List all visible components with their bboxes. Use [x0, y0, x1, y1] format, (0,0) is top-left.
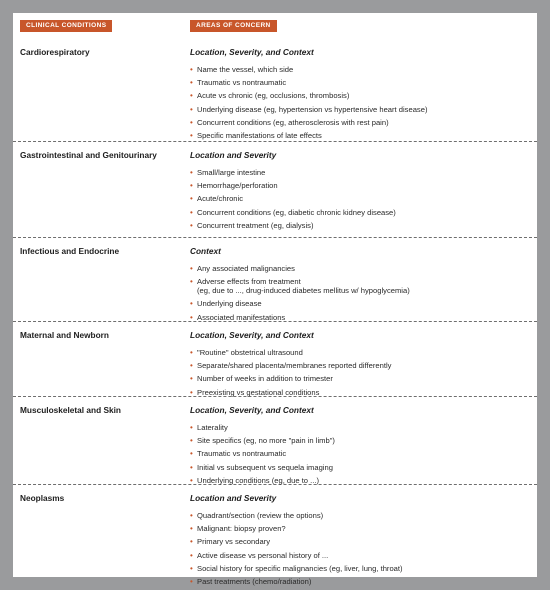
list-item [190, 118, 427, 127]
list-item [190, 194, 396, 203]
concern-title: Location and Severity [190, 150, 277, 160]
list-item-text: Underlying conditions (eg, due to ...) [197, 475, 319, 485]
clinical-condition: Neoplasms [20, 493, 65, 503]
bullet-icon: • [190, 312, 193, 322]
list-item [190, 181, 396, 190]
concern-list [190, 423, 335, 489]
bullet-icon: • [190, 130, 193, 140]
section-row [13, 39, 537, 142]
bullet-icon: • [190, 537, 193, 547]
sections-table [13, 39, 537, 584]
list-item [190, 551, 403, 560]
bullet-icon: • [190, 511, 193, 520]
list-item-text: Separate/shared placenta/membranes reported differently [197, 361, 392, 371]
list-item [190, 388, 391, 397]
list-item [190, 537, 403, 546]
list-item-text: Active disease vs personal history of ... [197, 550, 329, 560]
concern-list [190, 348, 391, 401]
clinical-condition: Musculoskeletal and Skin [20, 405, 121, 415]
list-item [190, 78, 427, 87]
list-item [190, 449, 335, 458]
list-item-text: Number of weeks in addition to trimester [197, 374, 333, 384]
list-item [190, 168, 396, 177]
list-item-text: Associated manifestations [197, 312, 286, 322]
bullet-icon: • [190, 194, 193, 204]
bullet-icon: • [190, 449, 193, 459]
list-item-text: Any associated malignancies [197, 264, 295, 273]
list-item [190, 374, 391, 383]
bullet-icon: • [190, 374, 193, 384]
bullet-icon: • [190, 576, 193, 586]
list-item [190, 277, 410, 295]
bullet-icon: • [190, 168, 193, 177]
list-item-text: Primary vs secondary [197, 537, 271, 547]
list-item-text: Social history for specific malignancies (eg, liver, lung, throat) [197, 563, 403, 573]
list-item [190, 524, 403, 533]
bullet-icon: • [190, 475, 193, 485]
bullet-icon: • [190, 423, 193, 432]
concern-title: Location, Severity, and Context [190, 405, 314, 415]
bullet-icon: • [190, 524, 193, 534]
list-item-text: Concurrent treatment (eg, dialysis) [197, 220, 314, 230]
bullet-icon: • [190, 436, 193, 446]
list-item-text: Preexisting vs gestational conditions [197, 387, 320, 397]
list-item-text: "Routine" obstetrical ultrasound [197, 348, 303, 357]
list-item-text: Initial vs subsequent vs sequela imaging [197, 462, 333, 472]
bullet-icon: • [190, 348, 193, 357]
list-item [190, 511, 403, 520]
list-item [190, 436, 335, 445]
bullet-icon: • [190, 264, 193, 273]
list-item [190, 65, 427, 74]
clinical-condition: Maternal and Newborn [20, 330, 109, 340]
list-item [190, 221, 396, 230]
list-item-text: Underlying disease (eg, hypertension vs hypertensive heart disease) [197, 104, 428, 114]
list-item [190, 361, 391, 370]
bullet-icon: • [190, 181, 193, 191]
concern-list [190, 264, 410, 326]
bullet-icon: • [190, 117, 193, 127]
bullet-icon: • [190, 361, 193, 371]
list-item [190, 208, 396, 217]
list-item [190, 577, 403, 586]
bullet-icon: • [190, 563, 193, 573]
clinical-condition: Cardiorespiratory [20, 47, 90, 57]
concern-title: Context [190, 246, 221, 256]
areas-of-concern-header: AREAS OF CONCERN [190, 20, 277, 32]
list-item [190, 105, 427, 114]
list-item-text: Acute vs chronic (eg, occlusions, thrombosis) [197, 91, 350, 101]
clinical-condition: Gastrointestinal and Genitourinary [20, 150, 157, 160]
concern-list [190, 511, 403, 590]
bullet-icon: • [190, 78, 193, 88]
list-item-text: Quadrant/section (review the options) [197, 511, 324, 520]
list-item-text: Small/large intestine [197, 168, 266, 177]
bullet-icon: • [190, 299, 193, 309]
section-row [13, 142, 537, 238]
list-item-text: Adverse effects from treatment (eg, due to ..., drug-induced diabetes mellitus w/ hypoglycemia) [197, 277, 410, 296]
concern-list [190, 168, 396, 234]
list-item [190, 564, 403, 573]
bullet-icon: • [190, 207, 193, 217]
content-panel [13, 13, 537, 586]
list-item-text: Traumatic vs nontraumatic [197, 78, 287, 88]
list-item-text: Concurrent conditions (eg, diabetic chronic kidney disease) [197, 207, 396, 217]
list-item-text: Laterality [197, 423, 228, 432]
list-item-text: Past treatments (chemo/radiation) [197, 576, 312, 586]
list-item-text: Traumatic vs nontraumatic [197, 449, 287, 459]
list-item [190, 91, 427, 100]
section-row [13, 238, 537, 322]
section-row [13, 322, 537, 397]
list-item [190, 131, 427, 140]
list-item [190, 313, 410, 322]
bullet-icon: • [190, 104, 193, 114]
concern-title: Location, Severity, and Context [190, 330, 314, 340]
bullet-icon: • [190, 550, 193, 560]
section-row [13, 485, 537, 584]
list-item [190, 264, 410, 273]
list-item-text: Specific manifestations of late effects [197, 130, 322, 140]
list-item [190, 463, 335, 472]
list-item-text: Malignant: biopsy proven? [197, 524, 286, 534]
bullet-icon: • [190, 220, 193, 230]
list-item-text: Concurrent conditions (eg, atherosclerosis with rest pain) [197, 117, 389, 127]
list-item-text: Underlying disease [197, 299, 262, 309]
bullet-icon: • [190, 65, 193, 74]
list-item-text: Site specifics (eg, no more "pain in limb") [197, 436, 335, 446]
concern-title: Location and Severity [190, 493, 277, 503]
bullet-icon: • [190, 91, 193, 101]
section-row [13, 397, 537, 485]
list-item [190, 423, 335, 432]
clinical-condition: Infectious and Endocrine [20, 246, 120, 256]
bullet-icon: • [190, 462, 193, 472]
list-item [190, 348, 391, 357]
list-item-text: Hemorrhage/perforation [197, 181, 278, 191]
bullet-icon: • [190, 387, 193, 397]
bullet-icon: • [190, 277, 193, 287]
list-item-text: Name the vessel, which side [197, 65, 294, 74]
concern-title: Location, Severity, and Context [190, 47, 314, 57]
clinical-conditions-header: CLINICAL CONDITIONS [20, 20, 112, 32]
list-item [190, 299, 410, 308]
concern-list [190, 65, 427, 144]
list-item [190, 476, 335, 485]
list-item-text: Acute/chronic [197, 194, 244, 204]
